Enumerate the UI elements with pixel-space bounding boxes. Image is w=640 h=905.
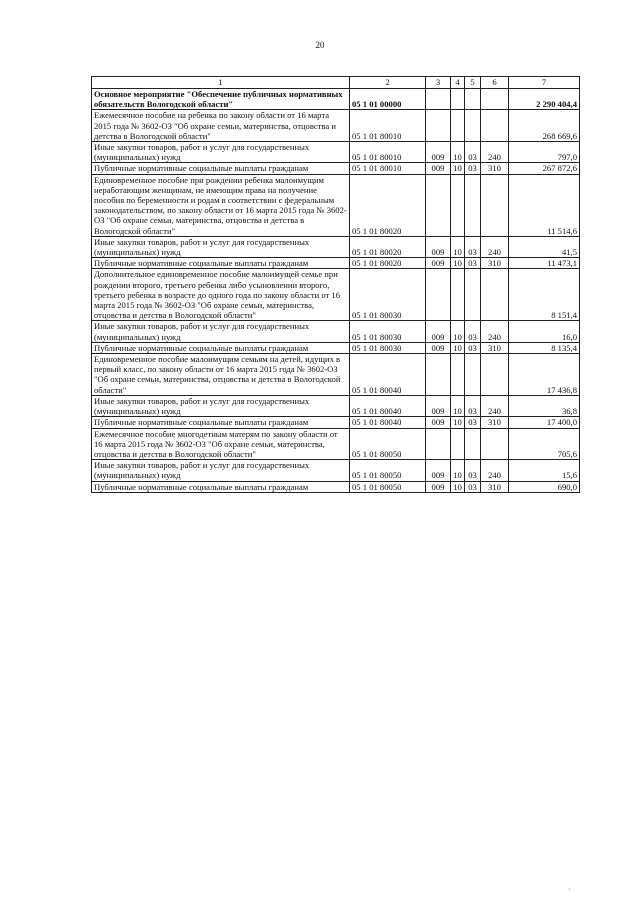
- table-row: [92, 89, 580, 110]
- table-row: [92, 110, 580, 142]
- table-row: [92, 481, 580, 492]
- row-amount: 267 872,6: [509, 163, 580, 174]
- row-amount: 8 151,4: [509, 269, 580, 321]
- row-amount: 11 473,1: [509, 258, 580, 269]
- table-row: [92, 354, 580, 396]
- row-description: Иные закупки товаров, работ и услуг для государственных (муниципальных) нужд: [92, 321, 350, 342]
- row-subsection: 03: [465, 321, 481, 342]
- page-number: 20: [315, 40, 325, 50]
- row-ministry: 009: [426, 142, 451, 163]
- row-expense-type: [481, 354, 509, 396]
- row-code: 05 1 01 80030: [350, 321, 426, 342]
- budget-table: [91, 76, 580, 493]
- table-row: [92, 428, 580, 460]
- row-ministry: 009: [426, 395, 451, 416]
- row-code: 05 1 01 80030: [350, 342, 426, 353]
- row-amount: 17 400,0: [509, 417, 580, 428]
- row-description: Единовременное пособие малоимущим семьям на детей, идущих в первый класс, по закону области от 16 марта 2015 года № 3602-ОЗ "Об охране семьи, материнства, отцовства и детства в Вологодской области": [92, 354, 350, 396]
- table-row: [92, 258, 580, 269]
- header-cell: 6: [481, 77, 509, 89]
- row-subsection: [465, 110, 481, 142]
- row-section: [451, 89, 465, 110]
- row-code: 05 1 01 80030: [350, 269, 426, 321]
- row-code: 05 1 01 80020: [350, 174, 426, 236]
- row-expense-type: [481, 110, 509, 142]
- row-ministry: [426, 174, 451, 236]
- row-description: Иные закупки товаров, работ и услуг для государственных (муниципальных) нужд: [92, 236, 350, 257]
- row-description: Иные закупки товаров, работ и услуг для государственных (муниципальных) нужд: [92, 395, 350, 416]
- row-amount: 41,5: [509, 236, 580, 257]
- row-expense-type: [481, 269, 509, 321]
- row-expense-type: [481, 89, 509, 110]
- table-row: [92, 269, 580, 321]
- table-body: [92, 89, 580, 493]
- row-amount: 268 669,6: [509, 110, 580, 142]
- row-section: 10: [451, 258, 465, 269]
- row-subsection: [465, 428, 481, 460]
- row-expense-type: 310: [481, 481, 509, 492]
- header-cell: 7: [509, 77, 580, 89]
- row-section: 10: [451, 163, 465, 174]
- row-ministry: [426, 89, 451, 110]
- header-row: [92, 77, 580, 89]
- row-subsection: [465, 269, 481, 321]
- row-ministry: [426, 354, 451, 396]
- row-ministry: 009: [426, 236, 451, 257]
- row-section: 10: [451, 460, 465, 481]
- row-description: Публичные нормативные социальные выплаты гражданам: [92, 258, 350, 269]
- row-subsection: 03: [465, 460, 481, 481]
- table-row: [92, 395, 580, 416]
- row-expense-type: 240: [481, 395, 509, 416]
- row-section: [451, 428, 465, 460]
- table-row: [92, 321, 580, 342]
- row-subsection: 03: [465, 163, 481, 174]
- row-subsection: [465, 354, 481, 396]
- row-expense-type: 240: [481, 460, 509, 481]
- row-amount: 797,0: [509, 142, 580, 163]
- row-description: Публичные нормативные социальные выплаты гражданам: [92, 417, 350, 428]
- row-expense-type: 310: [481, 417, 509, 428]
- row-subsection: 03: [465, 258, 481, 269]
- row-code: 05 1 01 80010: [350, 110, 426, 142]
- row-code: 05 1 01 80050: [350, 460, 426, 481]
- row-expense-type: 310: [481, 342, 509, 353]
- row-ministry: [426, 110, 451, 142]
- row-code: 05 1 01 80020: [350, 236, 426, 257]
- table-row: [92, 342, 580, 353]
- row-code: 05 1 01 80040: [350, 395, 426, 416]
- row-expense-type: 240: [481, 142, 509, 163]
- row-section: 10: [451, 236, 465, 257]
- header-cell: 2: [350, 77, 426, 89]
- row-description: Иные закупки товаров, работ и услуг для государственных (муниципальных) нужд: [92, 142, 350, 163]
- row-code: 05 1 01 80050: [350, 428, 426, 460]
- row-subsection: [465, 174, 481, 236]
- row-description: Публичные нормативные социальные выплаты гражданам: [92, 163, 350, 174]
- row-description: Основное мероприятие "Обеспечение публичных нормативных обязательств Вологодской области": [92, 89, 350, 110]
- row-subsection: 03: [465, 417, 481, 428]
- row-description: Единовременное пособие при рождении ребенка малоимущим неработающим женщинам, не имеющим права на получение пособия по беременности и родам в соответствии с федеральным законодательством, по закону области от 16 марта 2015 года № 3602-ОЗ "Об охране семьи, материнства, отцовства и детства в Вологодской области": [92, 174, 350, 236]
- row-amount: 8 135,4: [509, 342, 580, 353]
- row-section: [451, 269, 465, 321]
- table-row: [92, 417, 580, 428]
- row-ministry: 009: [426, 321, 451, 342]
- row-amount: 16,0: [509, 321, 580, 342]
- row-amount: 2 290 404,4: [509, 89, 580, 110]
- row-code: 05 1 01 00000: [350, 89, 426, 110]
- row-expense-type: [481, 174, 509, 236]
- table-row: [92, 142, 580, 163]
- header-cell: 4: [451, 77, 465, 89]
- row-section: 10: [451, 342, 465, 353]
- table-row: [92, 236, 580, 257]
- row-expense-type: 240: [481, 236, 509, 257]
- row-section: [451, 110, 465, 142]
- row-amount: 36,8: [509, 395, 580, 416]
- scan-mark: ·: [568, 885, 571, 894]
- row-ministry: 009: [426, 163, 451, 174]
- row-amount: 705,6: [509, 428, 580, 460]
- row-amount: 17 436,8: [509, 354, 580, 396]
- row-code: 05 1 01 80050: [350, 481, 426, 492]
- row-subsection: 03: [465, 481, 481, 492]
- row-description: Дополнительное единовременное пособие малоимущей семье при рождении второго, третьего ребенка либо усыновлении второго, третьего ребенка в возрасте до одного года по закону области от 16 марта 2015 года № 3602-ОЗ "Об охране семьи, материнства, отцовства и детства в Вологодской области": [92, 269, 350, 321]
- row-code: 05 1 01 80040: [350, 354, 426, 396]
- row-description: Ежемесячное пособие многодетным матерям по закону области от 16 марта 2015 года № 3602-ОЗ "Об охране семьи, материнства, отцовства и детства в Вологодской области": [92, 428, 350, 460]
- row-code: 05 1 01 80010: [350, 163, 426, 174]
- row-ministry: 009: [426, 417, 451, 428]
- row-section: 10: [451, 321, 465, 342]
- table-row: [92, 174, 580, 236]
- row-code: 05 1 01 80010: [350, 142, 426, 163]
- row-subsection: 03: [465, 342, 481, 353]
- row-ministry: 009: [426, 481, 451, 492]
- row-section: [451, 174, 465, 236]
- table-row: [92, 163, 580, 174]
- row-subsection: 03: [465, 236, 481, 257]
- row-section: 10: [451, 481, 465, 492]
- header-cell: 5: [465, 77, 481, 89]
- row-subsection: 03: [465, 395, 481, 416]
- row-ministry: 009: [426, 342, 451, 353]
- row-section: 10: [451, 395, 465, 416]
- header-cell: 3: [426, 77, 451, 89]
- row-description: Иные закупки товаров, работ и услуг для государственных (муниципальных) нужд: [92, 460, 350, 481]
- row-expense-type: 310: [481, 258, 509, 269]
- row-subsection: 03: [465, 142, 481, 163]
- row-ministry: 009: [426, 460, 451, 481]
- row-description: Публичные нормативные социальные выплаты гражданам: [92, 481, 350, 492]
- row-amount: 11 514,6: [509, 174, 580, 236]
- row-expense-type: [481, 428, 509, 460]
- row-section: 10: [451, 417, 465, 428]
- row-description: Ежемесячное пособие на ребенка по закону области от 16 марта 2015 года № 3602-ОЗ "Об охране семьи, материнства, отцовства и детства в Вологодской области": [92, 110, 350, 142]
- row-expense-type: 240: [481, 321, 509, 342]
- row-amount: 15,6: [509, 460, 580, 481]
- row-description: Публичные нормативные социальные выплаты гражданам: [92, 342, 350, 353]
- row-code: 05 1 01 80040: [350, 417, 426, 428]
- row-code: 05 1 01 80020: [350, 258, 426, 269]
- row-expense-type: 310: [481, 163, 509, 174]
- row-amount: 690,0: [509, 481, 580, 492]
- header-cell: 1: [92, 77, 350, 89]
- row-ministry: 009: [426, 258, 451, 269]
- row-ministry: [426, 269, 451, 321]
- row-ministry: [426, 428, 451, 460]
- table-row: [92, 460, 580, 481]
- row-section: 10: [451, 142, 465, 163]
- row-section: [451, 354, 465, 396]
- row-subsection: [465, 89, 481, 110]
